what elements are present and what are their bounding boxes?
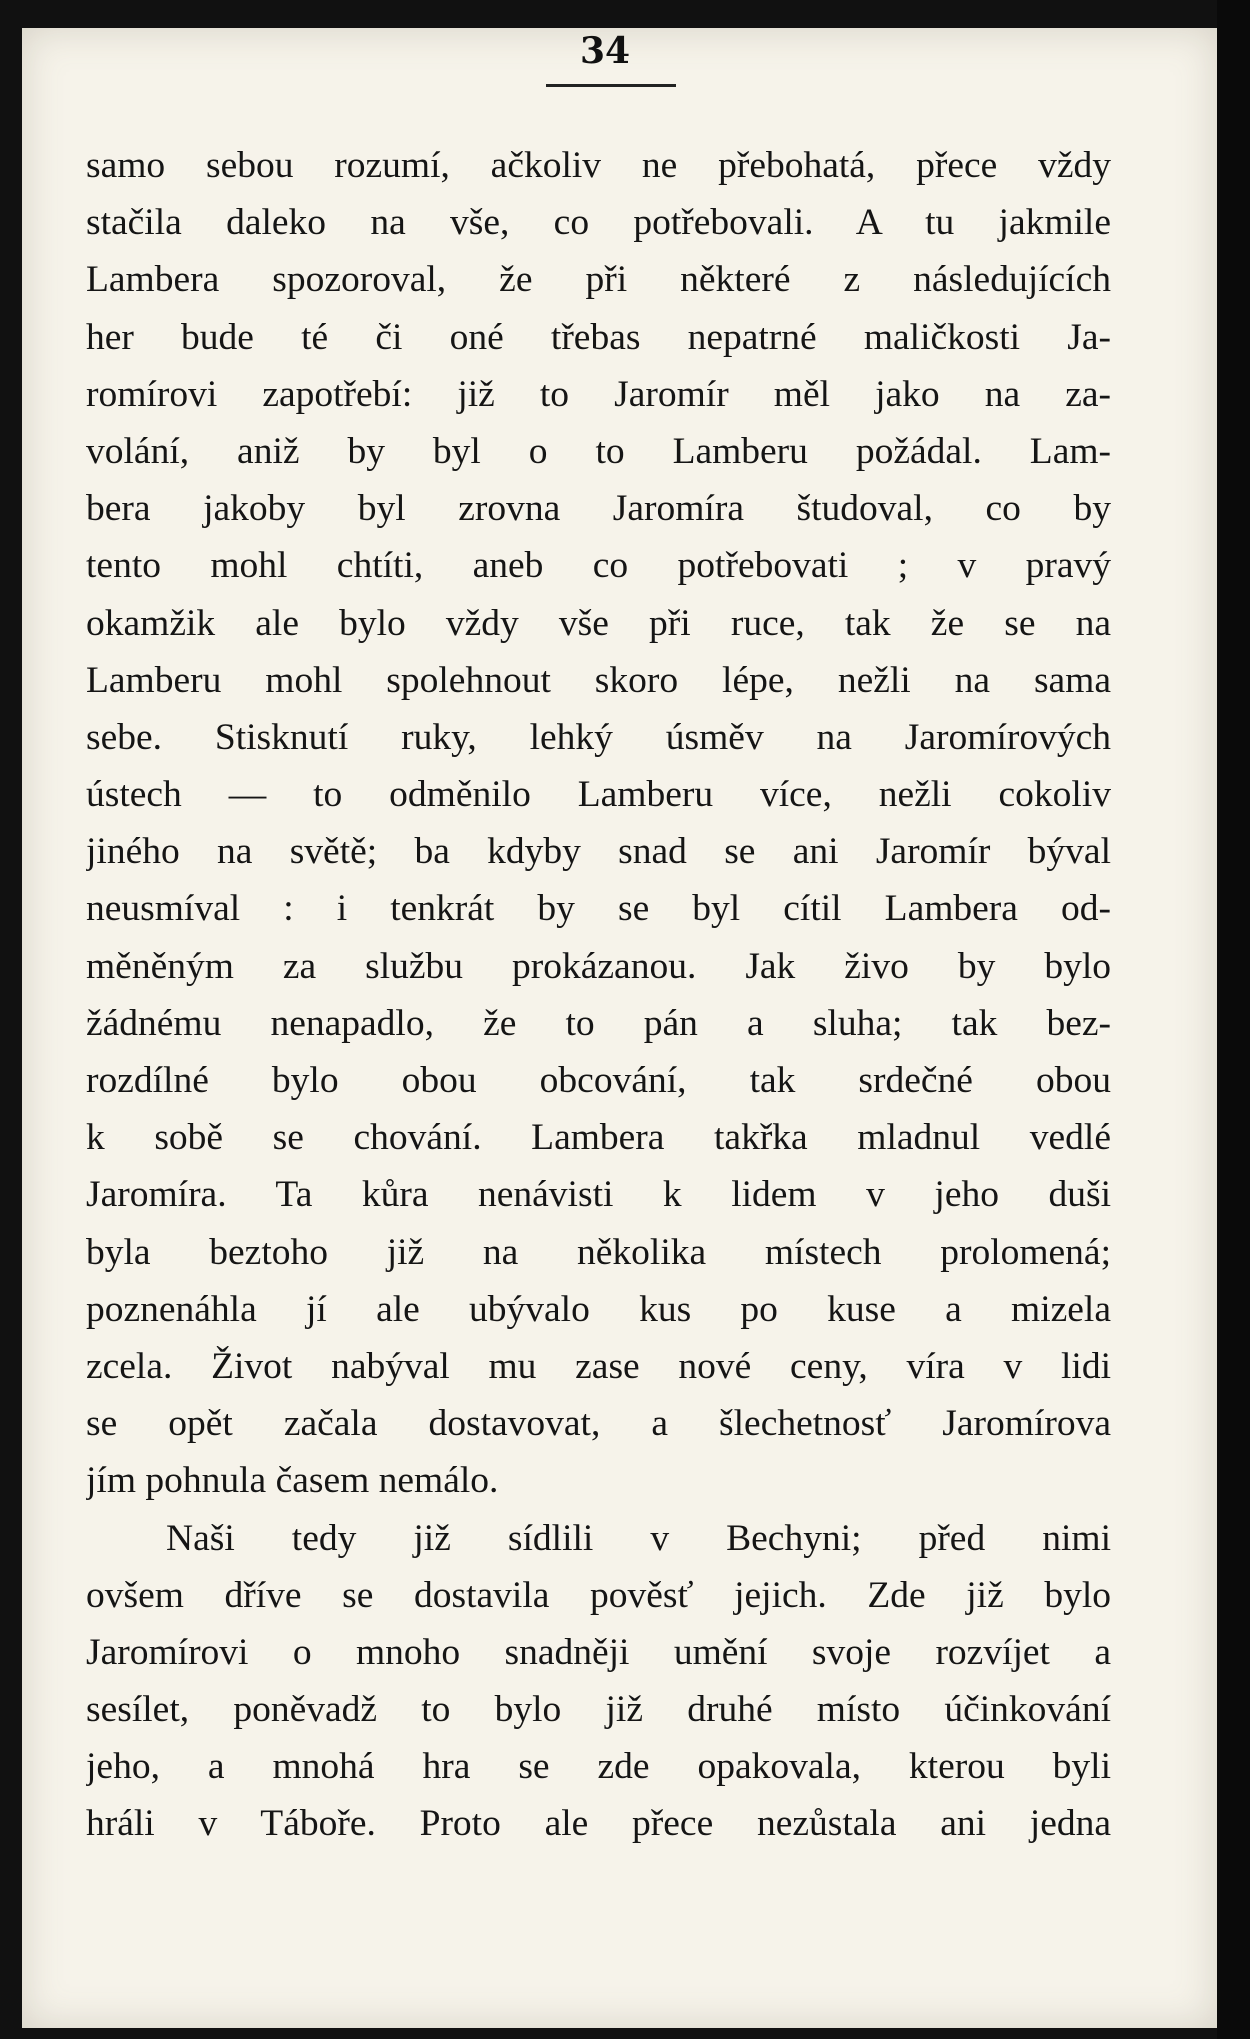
- text-line: neusmíval : i tenkrát by se byl cítil Lambera od-: [86, 888, 1111, 930]
- text-line: Jaromíra. Ta kůra nenávisti k lidem v jeho duši: [86, 1174, 1111, 1216]
- text-line: se opět začala dostavovat, a šlechetnosť Jaromírova: [86, 1403, 1111, 1445]
- text-line: sebe. Stisknutí ruky, lehký úsměv na Jaromírových: [86, 716, 1111, 758]
- text-line: Jaromírovi o mnoho snadněji umění svoje rozvíjet a: [86, 1631, 1111, 1673]
- text-line: rozdílné bylo obou obcování, tak srdečné obou: [86, 1060, 1111, 1101]
- page-number: 34: [579, 30, 631, 72]
- text-line: byla beztoho již na několika místech prolomená;: [86, 1231, 1111, 1273]
- text-line: Naši tedy již sídlili v Bechyni; před nimi: [166, 1517, 1111, 1559]
- text-line: měněným za službu prokázanou. Jak živo by bylo: [86, 945, 1111, 987]
- text-line: zcela. Život nabýval mu zase nové ceny, víra v lidi: [86, 1345, 1111, 1387]
- text-line: jím pohnula časem nemálo.: [86, 1460, 499, 1502]
- text-line: bera jakoby byl zrovna Jaromíra študoval, co by: [86, 488, 1111, 530]
- text-line: žádnému nenapadlo, že to pán a sluha; tak bez-: [86, 1002, 1111, 1044]
- scan-edge: [1217, 0, 1250, 2039]
- text-line: tento mohl chtíti, aneb co potřebovati ; v pravý: [86, 545, 1111, 587]
- text-line: hráli v Táboře. Proto ale přece nezůstala ani jedna: [86, 1803, 1111, 1845]
- text-line: jeho, a mnohá hra se zde opakovala, kterou byli: [86, 1746, 1111, 1788]
- text-line-indented: [86, 1510, 1111, 1567]
- page-number-rule: [546, 84, 676, 87]
- text-line: k sobě se chování. Lambera takřka mladnul vedlé: [86, 1117, 1111, 1159]
- text-line: stačila daleko na vše, co potřebovali. A tu jakmile: [86, 202, 1111, 244]
- text-line: sesílet, poněvadž to bylo již druhé místo účinkování: [86, 1689, 1111, 1731]
- text-line: ovšem dříve se dostavila pověsť jejich. Zde již bylo: [86, 1574, 1111, 1616]
- text-line: okamžik ale bylo vždy vše při ruce, tak že se na: [86, 602, 1111, 644]
- text-line: poznenáhla jí ale ubývalo kus po kuse a mizela: [86, 1288, 1111, 1330]
- body-text: [86, 137, 1111, 1853]
- text-line: volání, aniž by byl o to Lamberu požádal. Lam-: [86, 430, 1111, 472]
- text-line: her bude té či oné třebas nepatrné maličkosti Ja-: [86, 316, 1111, 358]
- text-line: romírovi zapotřebí: již to Jaromír měl jako na za-: [86, 373, 1111, 415]
- text-line: Lamberu mohl spolehnout skoro lépe, nežli na sama: [86, 659, 1111, 701]
- text-line: samo sebou rozumí, ačkoliv ne přebohatá, přece vždy: [86, 145, 1111, 186]
- text-line: Lambera spozoroval, že při některé z následujících: [86, 259, 1111, 301]
- text-line: jiného na světě; ba kdyby snad se ani Jaromír býval: [86, 831, 1111, 873]
- text-line: ústech — to odměnilo Lamberu více, nežli cokoliv: [86, 774, 1111, 816]
